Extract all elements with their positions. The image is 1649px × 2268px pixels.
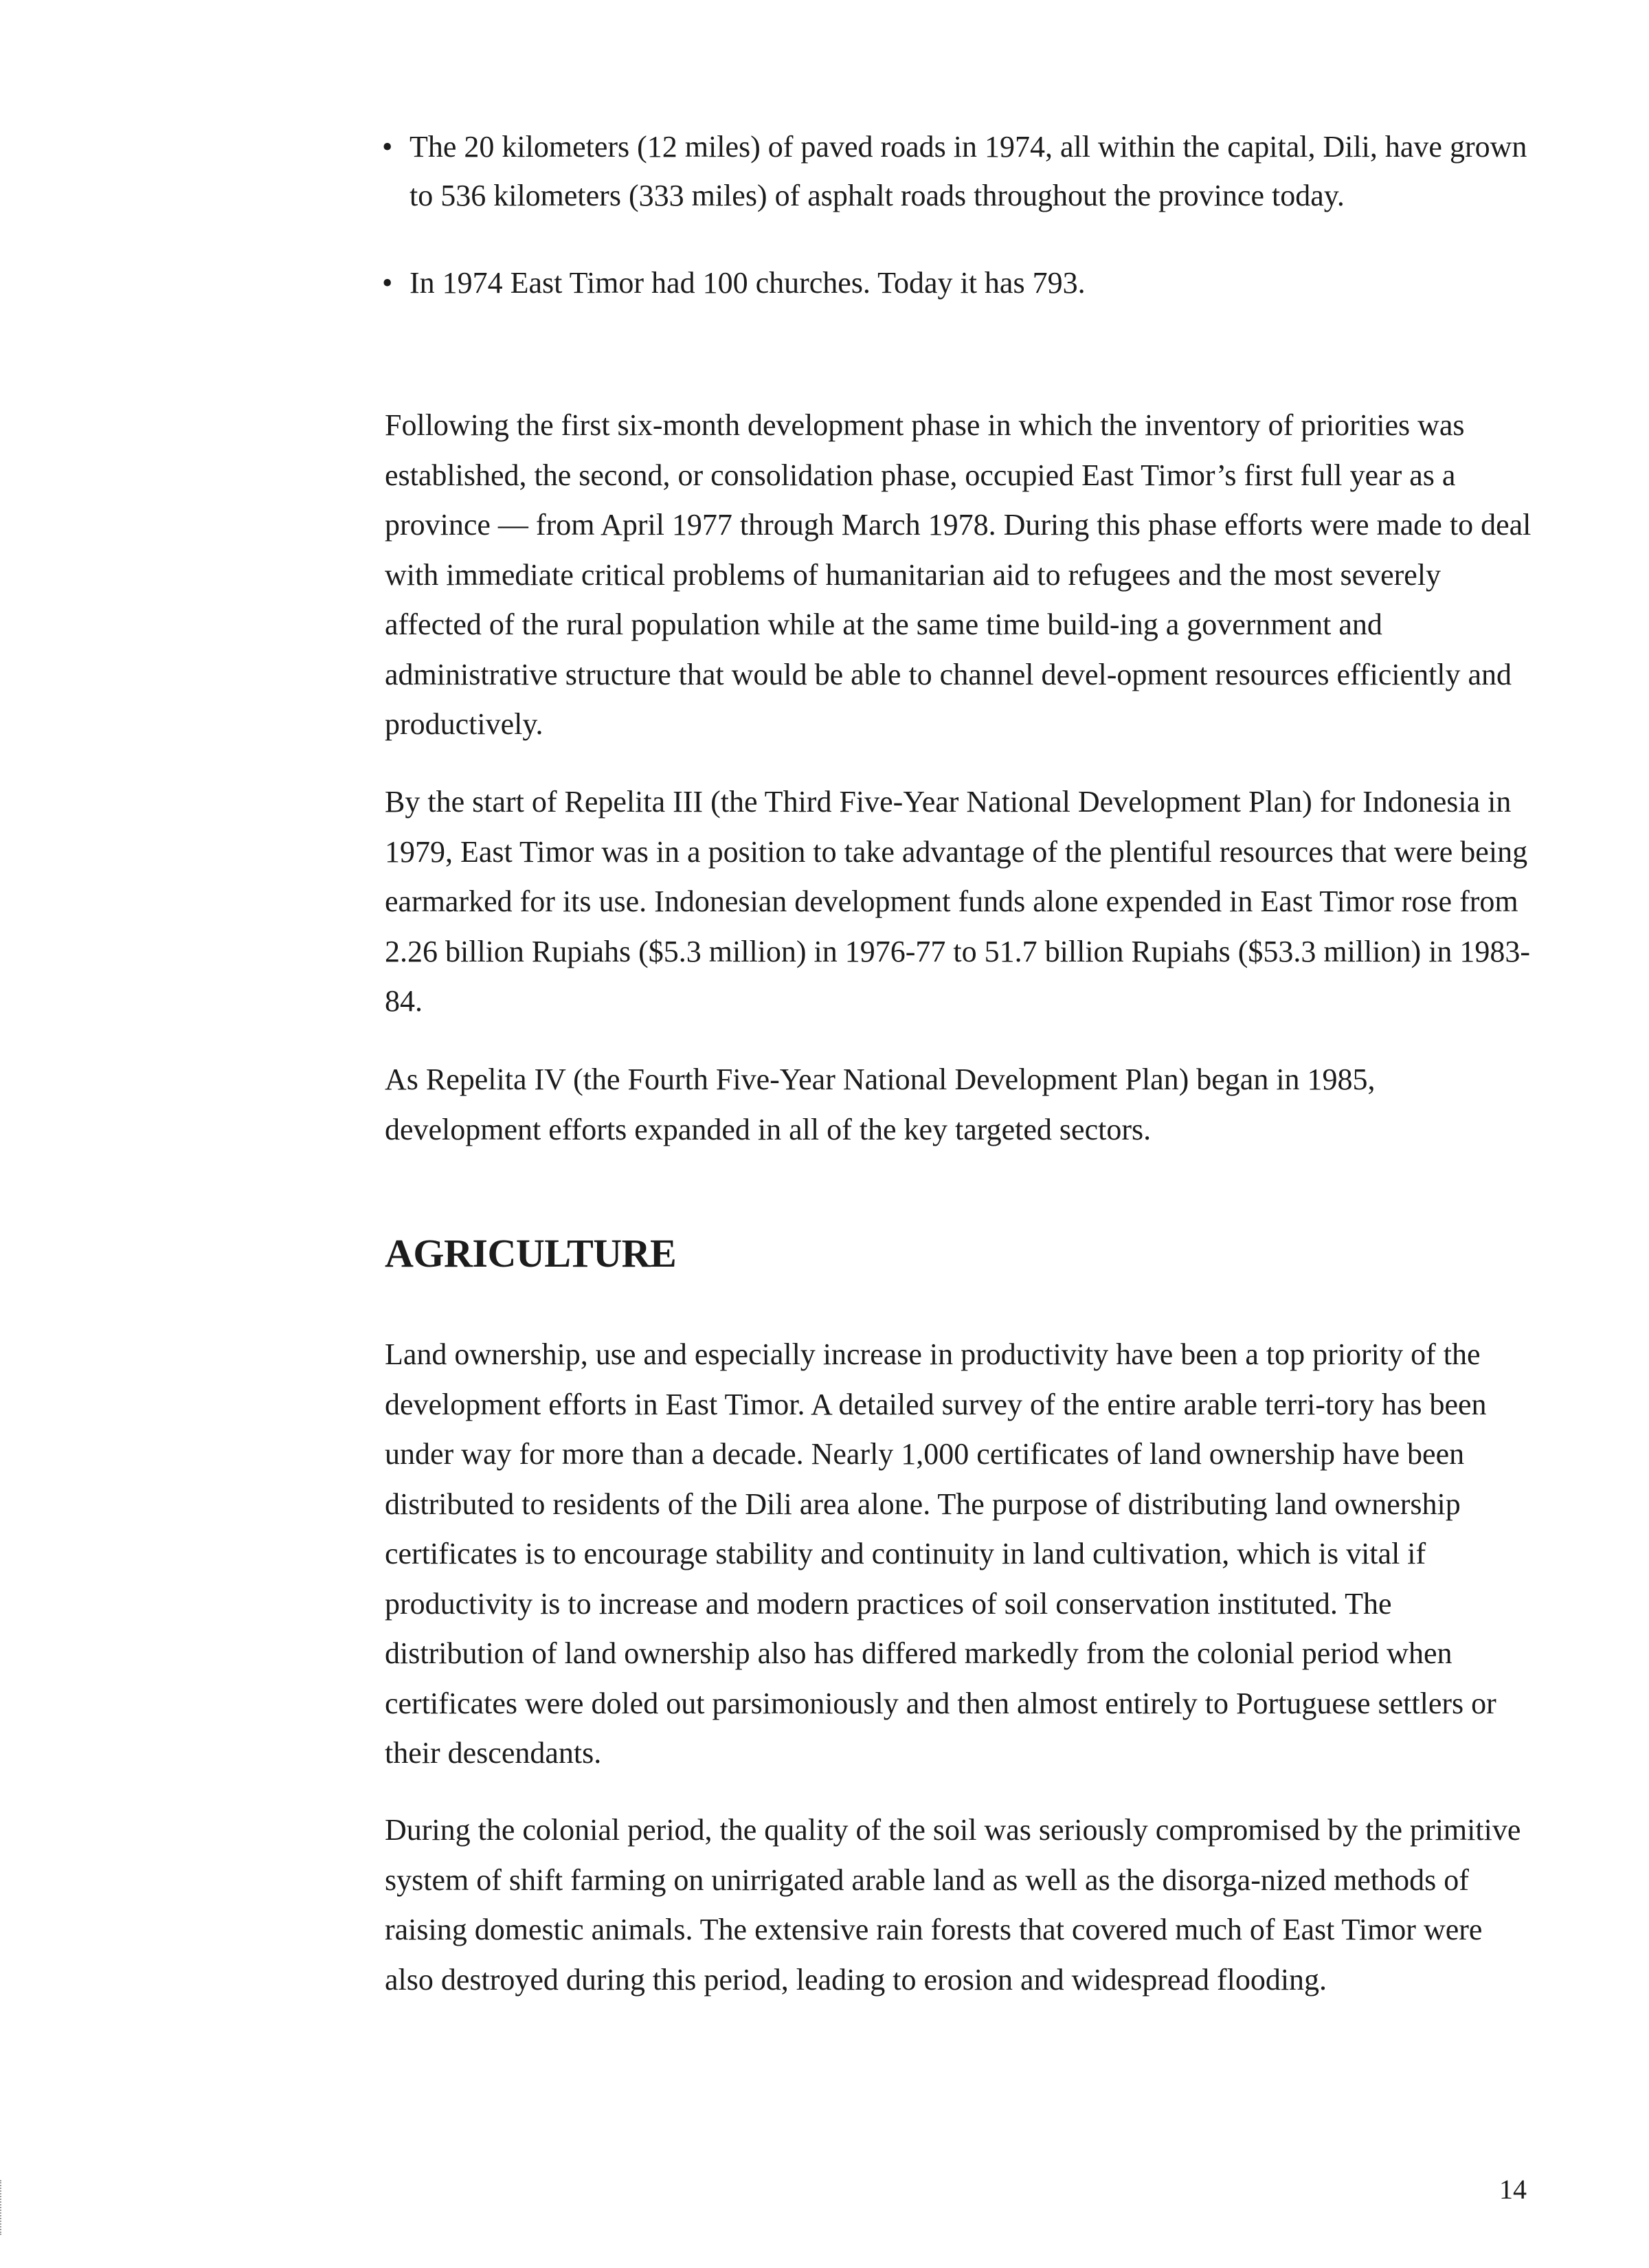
section-heading: AGRICULTURE <box>385 1231 677 1276</box>
scan-edge-mark <box>0 2180 4 2235</box>
body-paragraph: During the colonial period, the quality of the soil was seriously compromised by the primitive system of shift farming on unirrigated arable land as well as the disorga-nized methods of raising domestic animals. The extensive rain forests that covered much of East Timor were also destroyed during this period, leading to erosion and widespread flooding. <box>385 1813 1521 1997</box>
bullet-list <box>382 122 1536 307</box>
bullet-item: • In 1974 East Timor had 100 churches. Today it has 793. <box>382 258 1536 307</box>
page-number: 14 <box>1499 2174 1527 2205</box>
body-paragraph: Following the first six-month development phase in which the inventory of priorities was established, the second, or consolidation phase, occupied East Timor’s first full year as a province — from April 1977 through March 1978. During this phase efforts were made to deal with immediate critical problems of humanitarian aid to refugees and the most severely affected of the rural population while at the same time build-ing a government and administrative structure that would be able to channel devel-opment resources efficiently and productively. <box>385 408 1532 741</box>
bullet-item: • The 20 kilometers (12 miles) of paved roads in 1974, all within the capital, Dili, have grown to 536 kilometers (333 miles) of asphalt roads throughout the province today. <box>382 122 1536 220</box>
body-paragraph: As Repelita IV (the Fourth Five-Year National Development Plan) began in 1985, development efforts expanded in all of the key targeted sectors. <box>385 1063 1376 1146</box>
body-paragraph: Land ownership, use and especially increase in productivity have been a top priority of the development efforts in East Timor. A detailed survey of the entire arable terri-tory has been under way for more than a decade. Nearly 1,000 certificates of land ownership have been distributed to residents of the Dili area alone. The purpose of distributing land ownership certificates is to encourage stability and continuity in land cultivation, which is vital if productivity is to increase and modern practices of soil conservation instituted. The distribution of land ownership also has differed markedly from the colonial period when certificates were doled out parsimoniously and then almost entirely to Portuguese settlers or their descendants. <box>385 1337 1496 1770</box>
body-paragraph: By the start of Repelita III (the Third Five-Year National Development Plan) for Indonesia in 1979, East Timor was in a position to take advantage of the plentiful resources that were being earmarked for its use. Indonesian development funds alone expended in East Timor rose from 2.26 billion Rupiahs ($5.3 million) in 1976-77 to 51.7 billion Rupiahs ($53.3 million) in 1983-84. <box>385 785 1531 1018</box>
